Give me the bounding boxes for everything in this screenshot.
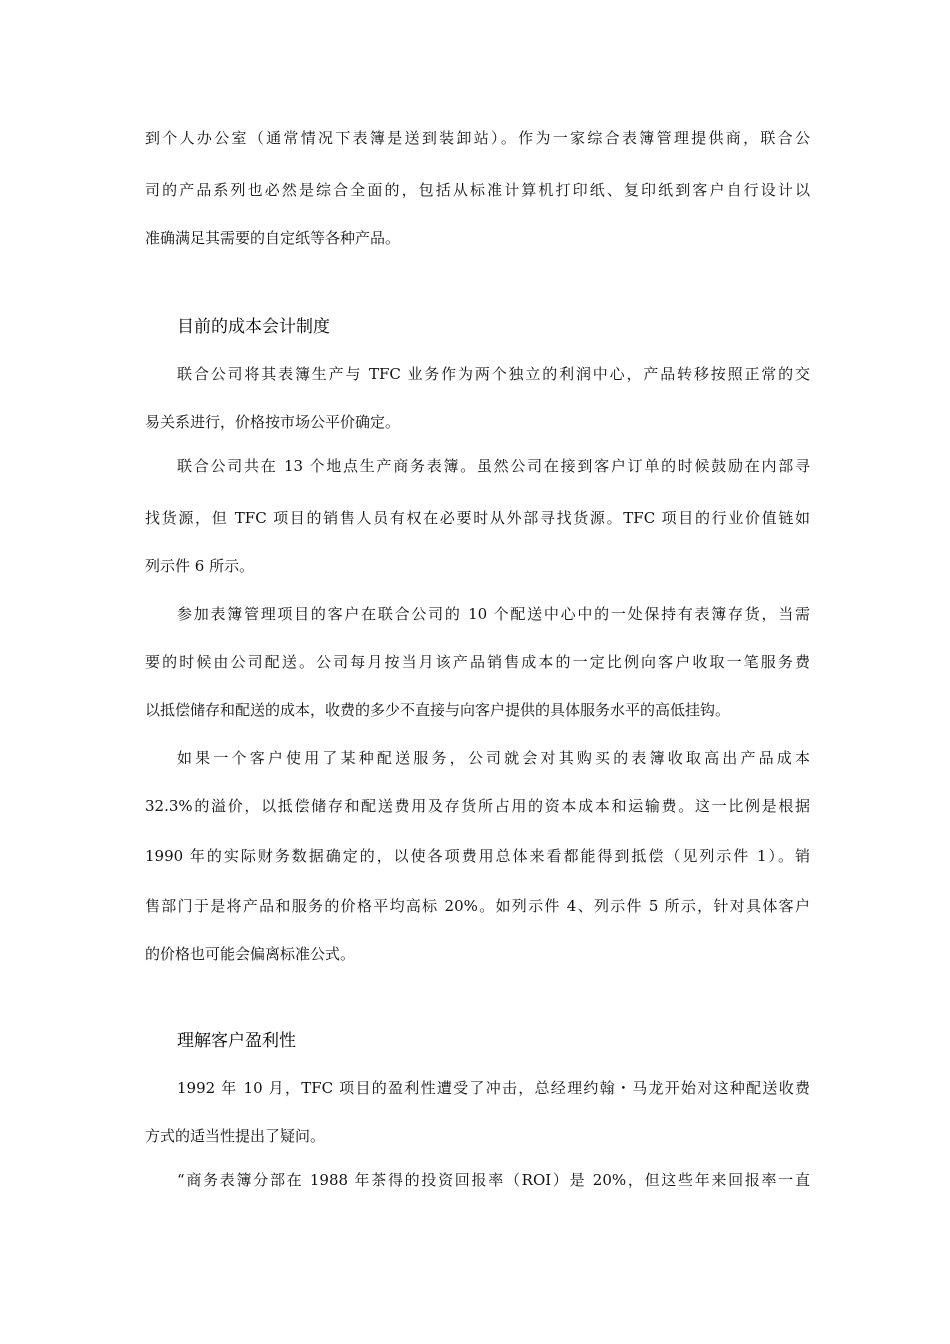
paragraph-line: “商务表簿分部在 1988 年茶得的投资回报率（ROI）是 20%，但这些年来回报率一直 — [177, 1171, 810, 1189]
paragraph-line: 以抵偿储存和配送的成本，收费的多少不直接与向客户提供的具体服务水平的高低挂钩。 — [145, 701, 731, 719]
paragraph-line: 联合公司将其表簿生产与 TFC 业务作为两个独立的利润中心，产品转移按照正常的交 — [177, 365, 810, 383]
paragraph-line: 列示件 6 所示。 — [145, 557, 255, 575]
paragraph-line: 售部门于是将产品和服务的价格平均高标 20%。如列示件 4、列示件 5 所示，针对具体客户 — [145, 897, 810, 915]
paragraph-line: 的价格也可能会偏离标准公式。 — [145, 945, 356, 963]
paragraph-line: 参加表簿管理项目的客户在联合公司的 10 个配送中心中的一处保持有表簿存货，当需 — [177, 605, 810, 623]
paragraph-line: 如果一个客户使用了某种配送服务，公司就会对其购买的表簿收取高出产品成本 — [177, 749, 810, 767]
paragraph-line: 32.3%的溢价，以抵偿储存和配送费用及存货所占用的资本成本和运输费。这一比例是根据 — [145, 797, 810, 815]
intro-line-2: 司的产品系列也必然是综合全面的，包括从标准计算机打印纸、复印纸到客户自行设计以 — [145, 181, 810, 199]
paragraph-line: 要的时候由公司配送。公司每月按当月该产品销售成本的一定比例向客户收取一笔服务费 — [145, 653, 810, 671]
paragraph-line: 易关系进行，价格按市场公平价确定。 — [145, 413, 401, 431]
paragraph-line: 方式的适当性提出了疑问。 — [145, 1127, 326, 1145]
section-heading-cost-accounting: 目前的成本会计制度 — [177, 317, 330, 337]
paragraph-line: 找货源，但 TFC 项目的销售人员有权在必要时从外部寻找货源。TFC 项目的行业价值链如 — [145, 509, 810, 527]
paragraph-line: 联合公司共在 13 个地点生产商务表簿。虽然公司在接到客户订单的时候鼓励在内部寻 — [177, 457, 810, 475]
paragraph-line: 1992 年 10 月，TFC 项目的盈利性遭受了冲击，总经理约翰・马龙开始对这种配送收费 — [177, 1079, 810, 1097]
section-heading-customer-profitability: 理解客户盈利性 — [177, 1031, 296, 1051]
intro-line-1: 到个人办公室（通常情况下表簿是送到装卸站）。作为一家综合表簿管理提供商，联合公 — [145, 129, 810, 147]
paragraph-line: 1990 年的实际财务数据确定的，以使各项费用总体来看都能得到抵偿（见列示件 1）。销 — [145, 847, 810, 865]
intro-line-3: 准确满足其需要的自定纸等各种产品。 — [145, 229, 401, 247]
